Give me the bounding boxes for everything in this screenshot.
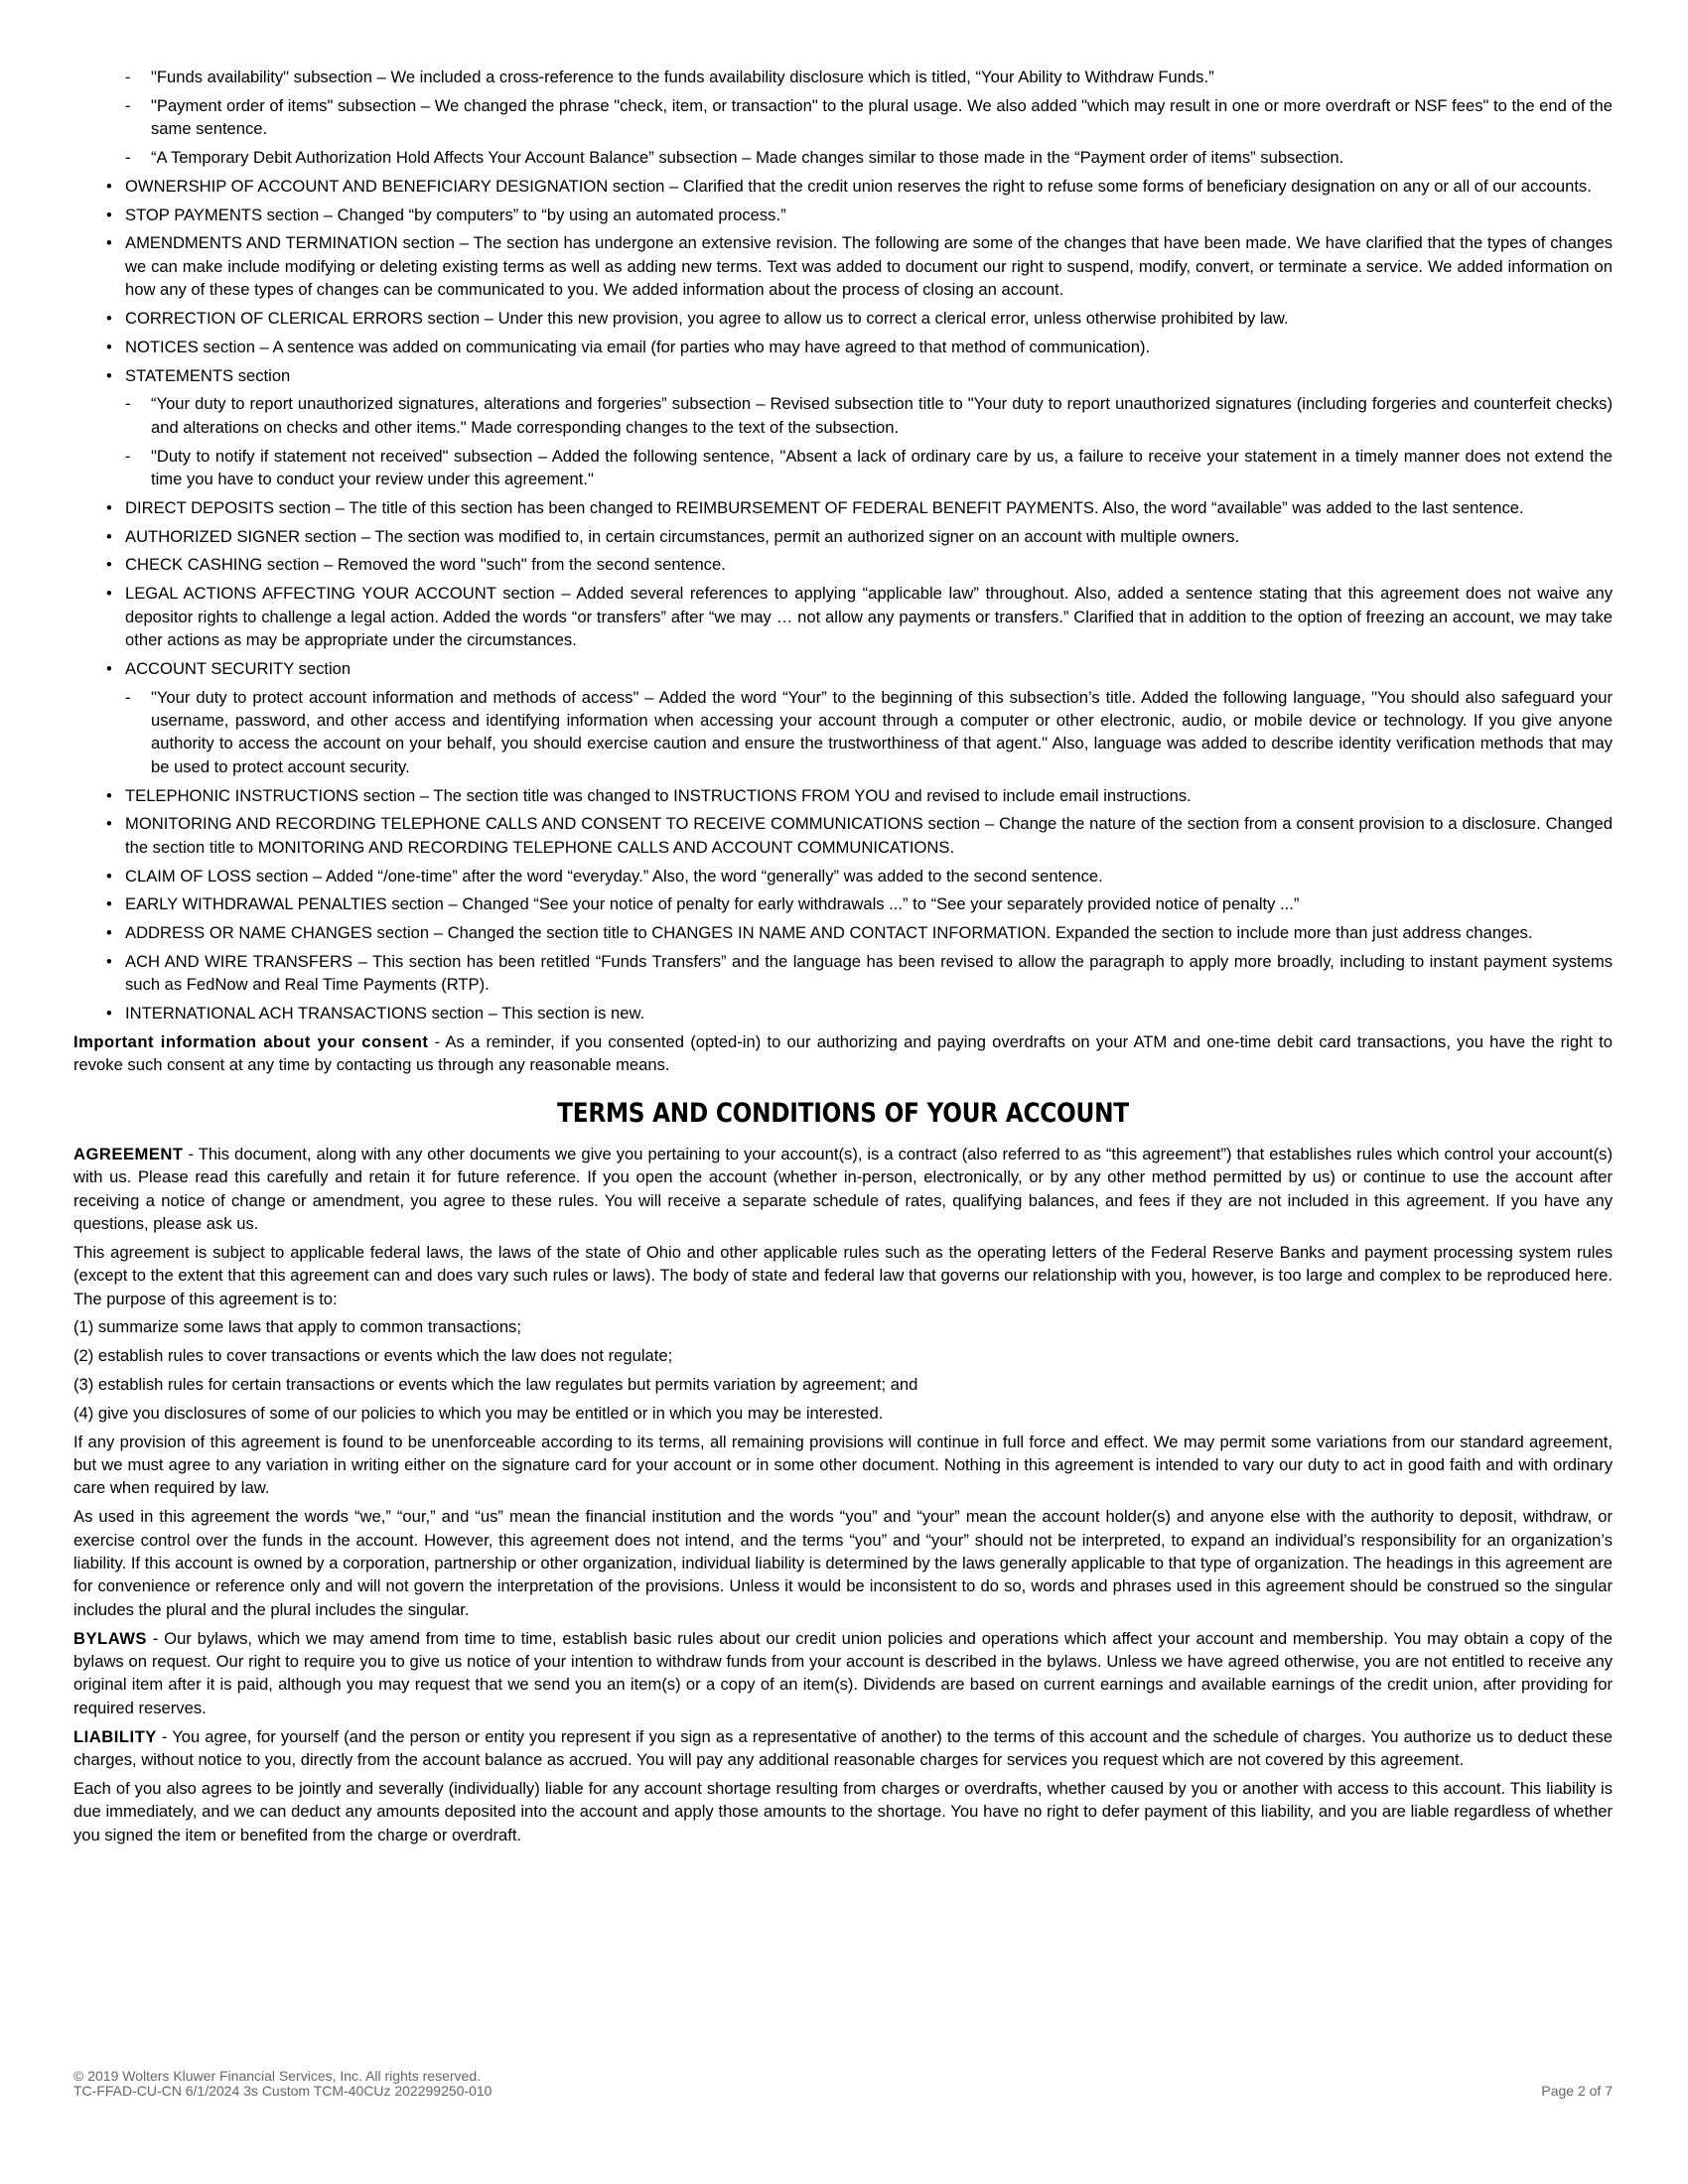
bullet-list-item: • NOTICES section – A sentence was added on communicating via email (for parties who may have agreed to that method of communication). <box>73 336 1613 358</box>
agreement-body-paragraph: (3) establish rules for certain transactions or events which the law regulates but permits variation by agreement; and <box>73 1375 918 1395</box>
bullet-list-item: • ADDRESS OR NAME CHANGES section – Changed the section title to CHANGES IN NAME AND CONTACT INFORMATION. Expanded the section to include more than just address changes. <box>73 921 1613 944</box>
footer-form-id: TC-FFAD-CU-CN 6/1/2024 3s Custom TCM-40CUz 202299250-010 <box>73 2083 492 2099</box>
bullet-list-item: • CHECK CASHING section – Removed the word "such" from the second sentence. <box>73 553 1613 576</box>
consent-text: - As a reminder, if you consented (opted-in) to our authorizing and paying overdrafts on your ATM and one-time debit card transactions, you have the right to revoke such consent at any time by contacting us through any reasonable means. <box>73 1032 1613 1075</box>
sub-list-item: - “Your duty to report unauthorized signatures, alterations and forgeries” subsection – Revised subsection title to "Your duty to report unauthorized signatures (including forgeries and counterfeit checks) and alterations on checks and other items." Made corresponding changes to the text of the subsection. <box>73 392 1613 439</box>
agreement-text: - This document, along with any other documents we give you pertaining to your account(s), is a contract (also referred to as “this agreement”) that establishes rules which control your account(s) with us. Please read this carefully and retain it for future reference. If you open the account (whether in-person, electronically, or by any other method permitted by us) or continue to use the account after receiving a notice of change or amendment, you agree to these rules. You will receive a separate schedule of rates, qualifying balances, and fees if they are not included in this agreement. If you have any questions, please ask us. <box>73 1144 1613 1234</box>
agreement-paragraphs <box>73 1241 1613 1621</box>
consent-lead: Important information about your consent <box>73 1032 429 1051</box>
bullet-list-item: • OWNERSHIP OF ACCOUNT AND BENEFICIARY DESIGNATION section – Clarified that the credit union reserves the right to refuse some forms of beneficiary designation on any or all of our accounts. <box>73 175 1613 198</box>
liability-paragraph <box>73 1725 1613 1772</box>
bullet-list-item: • AMENDMENTS AND TERMINATION section – The section has undergone an extensive revision. The following are some of the changes that have been made. We have clarified that the types of changes we can make include modifying or deleting existing terms as well as adding new terms. Text was added to document our right to suspend, modify, convert, or terminate a service. We added information on how any of these types of changes can be communicated to you. We added information about the process of closing an account. <box>73 231 1613 301</box>
bylaws-paragraph <box>73 1627 1613 1720</box>
joint-liability-paragraph: Each of you also agrees to be jointly and severally (individually) liable for any account shortage resulting from charges or overdrafts, whether caused by you or another with access to this account. This liability is due immediately, and we can deduct any amounts deposited into the account and apply those amounts to the shortage. You have no right to defer payment of this liability, and you are liable regardless of whether you signed the item or benefited from the charge or overdraft. <box>73 1778 1613 1844</box>
agreement-paragraph <box>73 1143 1613 1236</box>
sub-list-item: - "Payment order of items" subsection – We changed the phrase "check, item, or transaction" to the plural usage. We also added "which may result in one or more overdraft or NSF fees" to the end of the same sentence. <box>73 94 1613 141</box>
bullet-list-item: • STATEMENTS section <box>73 364 1613 387</box>
agreement-body-paragraph: (1) summarize some laws that apply to common transactions; <box>73 1317 521 1337</box>
bullet-list-item: • EARLY WITHDRAWAL PENALTIES section – Changed “See your notice of penalty for early withdrawals ...” to “See your separately provided notice of penalty ...” <box>73 892 1613 915</box>
bullet-list-item: • STOP PAYMENTS section – Changed “by computers” to “by using an automated process.” <box>73 204 1613 226</box>
sub-list-item: - "Duty to notify if statement not received" subsection – Added the following sentence, "Absent a lack of ordinary care by us, a failure to receive your statement in a timely manner does not extend the time you have to conduct your review under this agreement." <box>73 445 1613 491</box>
document-body <box>73 66 1613 1851</box>
liability-lead: LIABILITY <box>73 1726 157 1746</box>
agreement-body-paragraph: This agreement is subject to applicable federal laws, the laws of the state of Ohio and other applicable rules such as the operating letters of the Federal Reserve Banks and payment processing system rules (except to the extent that this agreement can and does vary such rules or laws). The body of state and federal law that governs our relationship with you, however, is too large and complex to be reproduced here. The purpose of this agreement is to: <box>73 1242 1613 1308</box>
bullet-list-item: • DIRECT DEPOSITS section – The title of this section has been changed to REIMBURSEMENT OF FEDERAL BENEFIT PAYMENTS. Also, the word “available” was added to the last sentence. <box>73 496 1613 519</box>
bullet-list-item: • INTERNATIONAL ACH TRANSACTIONS section – This section is new. <box>73 1002 1613 1024</box>
section-heading: TERMS AND CONDITIONS OF YOUR ACCOUNT <box>557 1097 1129 1129</box>
liability-text: - You agree, for yourself (and the person or entity you represent if you sign as a representative of another) to the terms of this account and the schedule of charges. You authorize us to deduct these charges, without notice to you, directly from the account balance as accrued. You will pay any additional reasonable charges for services you request which are not covered by this agreement. <box>73 1726 1613 1770</box>
agreement-body-paragraph: (2) establish rules to cover transactions or events which the law does not regulate; <box>73 1346 673 1366</box>
bullet-list-item: • CLAIM OF LOSS section – Added “/one-time” after the word “everyday.” Also, the word “generally” was added to the second sentence. <box>73 865 1613 887</box>
page-footer <box>73 2069 1613 2099</box>
agreement-body-paragraph: (4) give you disclosures of some of our policies to which you may be entitled or in which you may be interested. <box>73 1403 884 1423</box>
bullet-list-item: • CORRECTION OF CLERICAL ERRORS section – Under this new provision, you agree to allow us to correct a clerical error, unless otherwise prohibited by law. <box>73 307 1613 330</box>
agreement-body-paragraph: As used in this agreement the words “we,” “our,” and “us” mean the financial institution and the words “you” and “your” mean the account holder(s) and anyone else with the authority to deposit, withdraw, or exercise control over the funds in the account. However, this agreement does not intend, and the terms “you” and “your” should not be interpreted, to expand an individual’s responsibility for an organization’s liability. If this account is owned by a corporation, partnership or other organization, individual liability is determined by the laws generally applicable to that type of organization. The headings in this agreement are for convenience or reference only and will not govern the interpretation of the provisions. Unless it would be inconsistent to do so, words and phrases used in this agreement should be construed so the singular includes the plural and the plural includes the singular. <box>73 1507 1613 1619</box>
bylaws-lead: BYLAWS <box>73 1628 147 1648</box>
page-number: Page 2 of 7 <box>1541 2083 1613 2099</box>
sub-list-item: - “A Temporary Debit Authorization Hold Affects Your Account Balance” subsection – Made changes similar to those made in the “Payment order of items” subsection. <box>73 146 1613 169</box>
sub-list-item: - "Your duty to protect account information and methods of access" – Added the word “Your” to the beginning of this subsection’s title. Added the following language, "You should also safeguard your username, password, and other access and identifying information when accessing your account through a computer or other electronic, audio, or mobile device or technology. If you give anyone authority to access the account on your behalf, you should exercise caution and ensure the trustworthiness of that agent." Also, language was added to describe identity verification methods that may be used to protect account security. <box>73 686 1613 779</box>
consent-paragraph <box>73 1030 1613 1077</box>
bullet-list-item: • MONITORING AND RECORDING TELEPHONE CALLS AND CONSENT TO RECEIVE COMMUNICATIONS section – Change the nature of the section from a consent provision to a disclosure. Changed the section title to MONITORING AND RECORDING TELEPHONE CALLS AND ACCOUNT COMMUNICATIONS. <box>73 812 1613 859</box>
bullet-list-item: • ACCOUNT SECURITY section <box>73 657 1613 680</box>
agreement-lead: AGREEMENT <box>73 1144 184 1163</box>
agreement-body-paragraph: If any provision of this agreement is found to be unenforceable according to its terms, all remaining provisions will continue in full force and effect. We may permit some variations from our standard agreement, but we must agree to any variation in writing either on the signature card for your account or in some other document. Nothing in this agreement is intended to vary our duty to act in good faith and with ordinary care when required by law. <box>73 1432 1613 1498</box>
bylaws-text: - Our bylaws, which we may amend from time to time, establish basic rules about our credit union policies and operations which affect your account and membership. You may obtain a copy of the bylaws on request. Our right to require you to give us notice of your intention to withdraw funds from your account is described in the bylaws. Unless we have agreed otherwise, you are not entitled to receive any original item after it is paid, although you may request that we send you an item(s) or a copy of an item(s). Dividends are based on current earnings and available earnings of the credit union, after providing for required reserves. <box>73 1628 1613 1717</box>
changes-list <box>73 66 1613 1025</box>
bullet-list-item: • AUTHORIZED SIGNER section – The section was modified to, in certain circumstances, permit an authorized signer on an account with multiple owners. <box>73 525 1613 548</box>
bullet-list-item: • LEGAL ACTIONS AFFECTING YOUR ACCOUNT section – Added several references to applying “applicable law” throughout. Also, added a sentence stating that this agreement does not waive any depositor rights to challenge a legal action. Added the words “or transfers” after “we may … not allow any payments or transfers.” Clarified that in addition to the option of freezing an account, we may take other actions as may be appropriate under the circumstances. <box>73 582 1613 651</box>
footer-copyright: © 2019 Wolters Kluwer Financial Services, Inc. All rights reserved. <box>73 2068 481 2084</box>
bullet-list-item: • TELEPHONIC INSTRUCTIONS section – The section title was changed to INSTRUCTIONS FROM YOU and revised to include email instructions. <box>73 784 1613 807</box>
sub-list-item: - "Funds availability" subsection – We included a cross-reference to the funds availability disclosure which is titled, “Your Ability to Withdraw Funds.” <box>73 66 1613 88</box>
bullet-list-item: • ACH AND WIRE TRANSFERS – This section has been retitled “Funds Transfers” and the language has been revised to allow the paragraph to apply more broadly, including to instant payment systems such as FedNow and Real Time Payments (RTP). <box>73 950 1613 997</box>
